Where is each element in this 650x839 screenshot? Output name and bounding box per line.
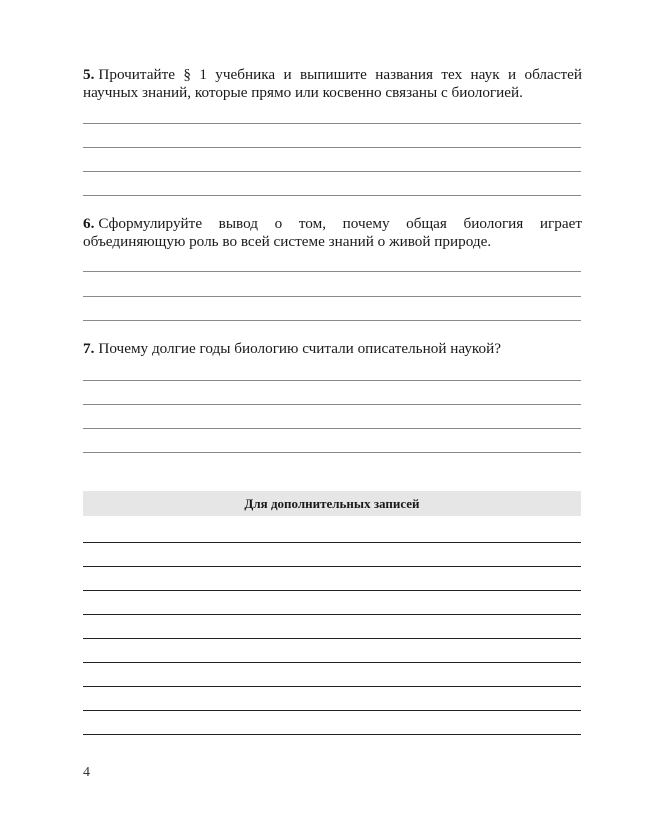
notes-line[interactable] <box>83 614 581 615</box>
question-number: 6. <box>83 215 95 232</box>
notes-line[interactable] <box>83 710 581 711</box>
question-text: Прочитайте § 1 учебника и выпишите названия тех наук и областей научных знаний, которые прямо или косвенно связаны с биологией. <box>83 66 582 101</box>
answer-line[interactable] <box>83 271 581 272</box>
answer-line[interactable] <box>83 452 581 453</box>
notes-line[interactable] <box>83 566 581 567</box>
question-number: 7. <box>83 340 95 357</box>
question-7 <box>83 340 582 358</box>
answer-line[interactable] <box>83 404 581 405</box>
notes-line[interactable] <box>83 590 581 591</box>
answer-line[interactable] <box>83 296 581 297</box>
notes-line[interactable] <box>83 638 581 639</box>
question-text: Почему долгие годы биологию считали описательной наукой? <box>98 340 502 357</box>
answer-line[interactable] <box>83 195 581 196</box>
page-number: 4 <box>83 765 90 780</box>
answer-line[interactable] <box>83 123 581 124</box>
answer-line[interactable] <box>83 171 581 172</box>
notes-line[interactable] <box>83 542 581 543</box>
answer-line[interactable] <box>83 428 581 429</box>
notes-line[interactable] <box>83 662 581 663</box>
notes-line[interactable] <box>83 734 581 735</box>
question-number: 5. <box>83 66 95 83</box>
answer-line[interactable] <box>83 147 581 148</box>
notes-line[interactable] <box>83 686 581 687</box>
question-6 <box>83 215 582 251</box>
question-text: Сформулируйте вывод о том, почему общая биология играет объединяющую роль во всей системе знаний о живой природе. <box>83 215 582 250</box>
answer-line[interactable] <box>83 320 581 321</box>
notes-section-header: Для дополнительных записей <box>83 491 581 516</box>
question-5 <box>83 66 582 102</box>
answer-line[interactable] <box>83 380 581 381</box>
